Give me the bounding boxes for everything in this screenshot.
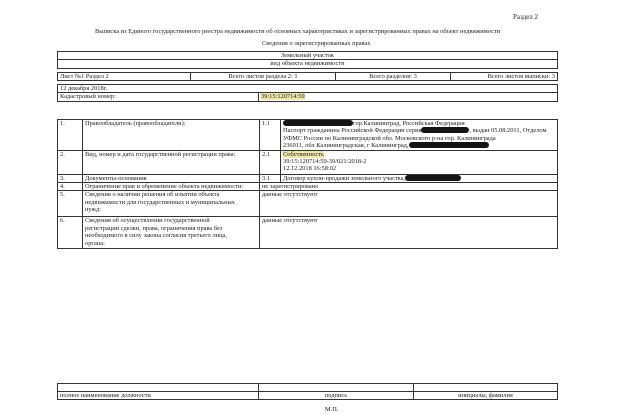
row-number: 5. [58,191,83,217]
signature-space [259,384,414,392]
table-row [58,183,558,191]
redaction-mark [421,127,469,133]
right-type: Собственность [283,150,324,158]
row-label: Сведения об осуществлении государственной регистрации сделки, права, ограничения права без необходимого в силу закона согласия третьего лица, органа: [83,217,260,249]
cadastral-label: Кадастровый номер: [58,93,259,101]
document-title: Выписка из Единого государственного реестра недвижимости об основных характеристиках и зарегистрированных правах на объект недвижимости [95,28,501,35]
sheet-number: Лист №1 Раздел 2 [58,73,191,81]
table-row [58,191,558,217]
owner-address: 236011, обл Калининградская, г Калининград, [283,142,409,150]
table-row [58,150,558,174]
basis-document: Договор купли-продажи земельного участка, [283,174,406,182]
registration-date: 12.12.2018 16:58:02 [283,165,337,173]
row-number: 4. [58,183,83,191]
object-type-label: вид объекта недвижимости [58,60,558,68]
sheets-total: Всего листов выписки: 3 [451,73,558,81]
row-value: данные отсутствуют [260,191,558,217]
redaction-mark [283,120,353,126]
table-row [58,217,558,249]
signature-footer [57,383,558,400]
object-type-box [57,51,558,69]
seal-label: М.П. [325,406,339,413]
row-number: 1. [58,120,83,151]
document-subtitle: Сведения о зарегистрированных правах [262,40,371,47]
row-number: 3. [58,174,83,182]
row-label: Ограничение прав и обременение объекта недвижимости: [83,183,260,191]
position-label: полное наименование должности [58,392,259,400]
position-signature-space [58,384,259,392]
sheet-info-row [57,72,558,81]
initials-label: инициалы, фамилия [414,392,558,400]
passport-authority: УФМС России по Калининградской обл. Московского р-на гор. Калининграда [283,134,496,142]
row-value [281,174,558,182]
cadastral-value: 39:15:120714:59 [261,93,305,101]
signature-label: подпись [259,392,414,400]
passport-text: Паспорт гражданина Российской Федерации серия [283,127,422,135]
sheets-in-section: Всего листов раздела 2: 1 [191,73,336,81]
row-value: данные отсутствуют [260,217,558,249]
row-label: Вид, номер и дата государственной регистрации права: [83,150,260,174]
row-value [281,120,558,151]
row-label: Документы-основания [83,174,260,182]
row-sub-number: 2.1 [260,150,281,174]
row-sub-number: 1.1 [260,120,281,151]
object-type-value: Земельный участок [58,52,558,60]
row-label: Правообладатель (правообладатели): [83,120,260,151]
row-sub-number: 3.1 [260,174,281,182]
passport-issued: , выдан 05.08.2011, Отделом [469,127,547,135]
registration-number: 39:15:120714:59-39/021/2018-2 [283,158,367,166]
section-label: Раздел 2 [513,13,539,21]
redaction-mark [405,175,461,181]
rights-table [57,119,558,249]
row-value [281,150,558,174]
cadastral-box [57,84,558,102]
owner-city: гор.Калининград, Российская Федерация [353,120,465,127]
table-row [58,174,558,182]
row-label: Сведения о наличии решения об изъятии объекта недвижимости для государственных и муниципальных нужд: [83,191,260,217]
initials-space [414,384,558,392]
sections-total: Всего разделов: 3 [336,73,451,81]
row-number: 6. [58,217,83,249]
extract-date: 12 декабря 2018г. [58,85,558,93]
table-row [58,120,558,151]
cadastral-value-cell [259,93,558,101]
row-value: не зарегистрировано [260,183,558,191]
row-number: 2. [58,150,83,174]
redaction-mark [409,142,489,148]
